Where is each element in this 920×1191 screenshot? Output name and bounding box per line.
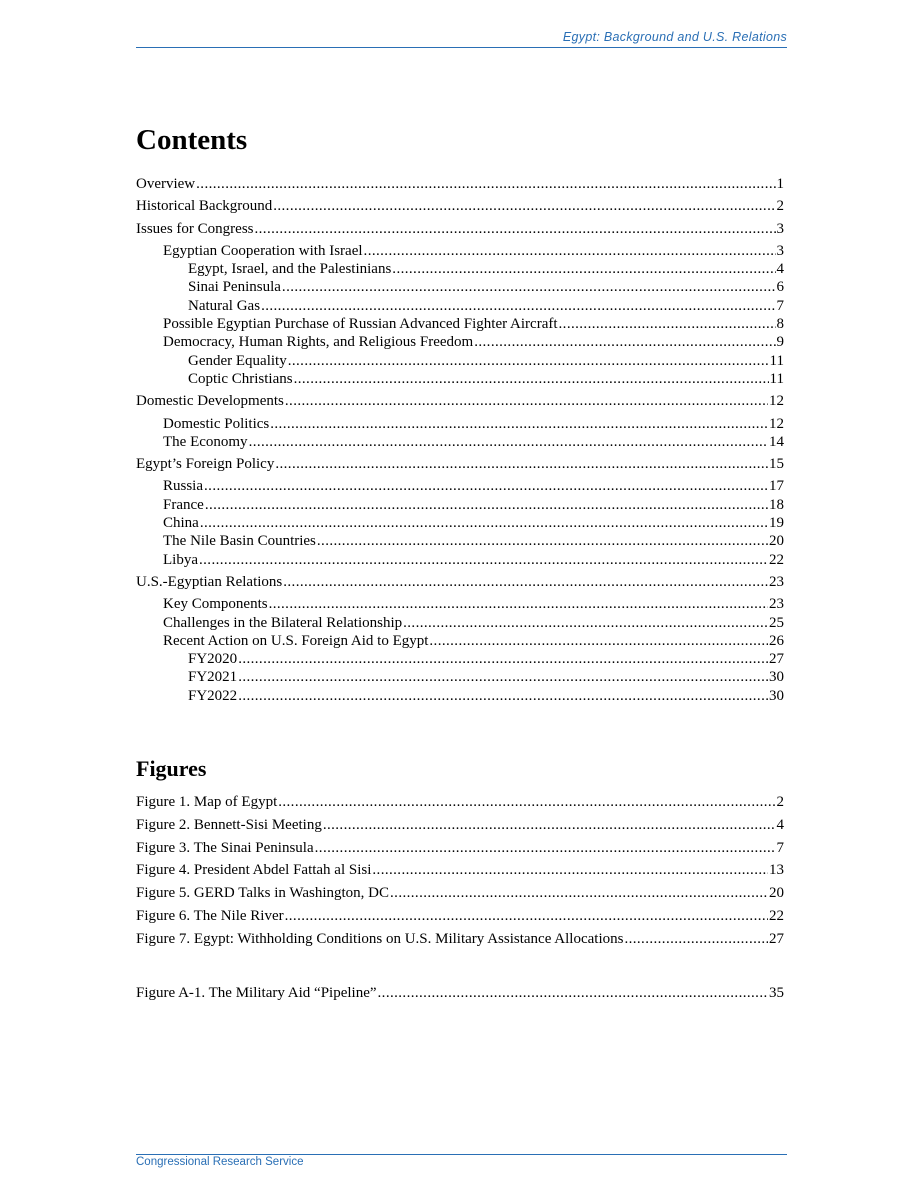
toc-entry-title: Historical Background [136,198,273,215]
toc-entry-page: 18 [769,496,784,513]
toc-entry-title: Overview [136,176,196,192]
toc-entry-domestic-politics[interactable] [136,415,784,433]
dot-leader [390,884,768,902]
toc-entry-overview[interactable] [136,175,784,193]
dot-leader [196,175,775,193]
toc-entry-page: 14 [769,433,784,450]
dot-leader [403,614,768,632]
figure-entry-5[interactable] [136,884,784,902]
dot-leader [372,861,768,879]
toc-entry-gender-equality[interactable] [136,352,784,370]
dot-leader [392,260,775,278]
toc-entry-title: U.S.-Egyptian Relations [136,573,283,590]
footer-rule [136,1154,787,1155]
toc-entry-page: 15 [769,456,784,473]
dot-leader [204,477,768,495]
toc-entry-title: Domestic Developments [136,393,284,410]
toc-entry-page: 23 [769,573,784,590]
toc-entry-page: 6 [776,279,784,296]
toc-entry-title: China [163,515,199,532]
toc-entry-page: 26 [769,632,784,649]
dot-leader [317,532,768,550]
toc-entry-title: Possible Egyptian Purchase of Russian Advanced Fighter Aircraft [163,316,558,333]
toc-entry-title: Sinai Peninsula [188,279,281,296]
toc-entry-page: 8 [776,316,784,333]
figure-entry-title: Figure 6. The Nile River [136,907,284,924]
toc-entry-egyptian-cooperation-with-israel[interactable] [136,242,784,260]
toc-entry-sinai-peninsula[interactable] [136,278,784,296]
toc-entry-title: Challenges in the Bilateral Relationship [163,614,403,631]
dot-leader [238,668,768,686]
figure-entry-title: Figure 1. Map of Egypt [136,794,278,810]
toc-entry-page: 7 [776,297,784,314]
dot-leader [288,352,769,370]
dot-leader [238,687,768,705]
toc-entry-russia[interactable] [136,477,784,495]
figure-entry-page: 27 [769,930,784,947]
dot-leader [278,793,775,811]
toc-entry-page: 11 [769,352,784,369]
toc-entry-libya[interactable] [136,551,784,569]
dot-leader [269,595,768,613]
dot-leader [559,315,776,333]
dot-leader [624,930,768,948]
toc-entry-title: Coptic Christians [188,370,293,387]
toc-entry-page: 27 [769,651,784,668]
dot-leader [294,370,769,388]
toc-entry-page: 1 [776,176,784,192]
figure-entry-a1[interactable] [136,984,784,1002]
dot-leader [378,984,768,1002]
dot-leader [429,632,768,650]
toc-entry-us-egyptian-relations[interactable] [136,573,784,591]
toc-entry-title: Issues for Congress [136,220,254,237]
toc-entry-title: Egyptian Cooperation with Israel [163,242,363,259]
toc-entry-title: Democracy, Human Rights, and Religious Freedom [163,334,474,351]
toc-entry-page: 25 [769,614,784,631]
toc-entry-recent-action-foreign-aid[interactable] [136,632,784,650]
contents-heading: Contents [136,124,248,156]
toc-entry-china[interactable] [136,514,784,532]
dot-leader [315,839,776,857]
figure-entry-page: 22 [769,907,784,924]
figure-entry-6[interactable] [136,907,784,925]
figure-entry-page: 7 [776,839,784,856]
dot-leader [261,297,775,315]
toc-entry-page: 23 [769,596,784,613]
header-rule [136,47,787,48]
dot-leader [364,242,776,260]
figure-entry-title: Figure 4. President Abdel Fattah al Sisi [136,862,372,879]
toc-entry-page: 30 [769,687,784,704]
dot-leader [238,650,768,668]
dot-leader [285,392,768,410]
toc-entry-historical-background[interactable] [136,197,784,215]
toc-entry-title: Key Components [163,596,268,613]
dot-leader [205,496,768,514]
dot-leader [474,333,775,351]
dot-leader [270,415,768,433]
figure-entry-title: Figure 5. GERD Talks in Washington, DC [136,885,390,902]
toc-entry-fy2020[interactable] [136,650,784,668]
figure-entry-page: 20 [769,885,784,902]
toc-entry-coptic-christians[interactable] [136,370,784,388]
dot-leader [323,816,776,834]
toc-entry-bilateral-challenges[interactable] [136,614,784,632]
figure-entry-title: Figure 2. Bennett-Sisi Meeting [136,816,322,833]
figure-entry-page: 4 [776,816,784,833]
toc-entry-natural-gas[interactable] [136,297,784,315]
toc-entry-page: 2 [776,198,784,215]
toc-entry-domestic-developments[interactable] [136,392,784,410]
toc-entry-the-economy[interactable] [136,433,784,451]
toc-entry-page: 17 [769,478,784,495]
toc-entry-title: Natural Gas [188,297,261,314]
running-header-title: Egypt: Background and U.S. Relations [562,30,787,44]
figures-heading: Figures [136,756,207,781]
toc-entry-key-components[interactable] [136,595,784,613]
toc-entry-egypts-foreign-policy[interactable] [136,455,784,473]
toc-entry-fy2022[interactable] [136,687,784,705]
toc-entry-title: Recent Action on U.S. Foreign Aid to Egypt [163,632,429,649]
toc-entry-issues-for-congress[interactable] [136,220,784,238]
dot-leader [255,220,776,238]
toc-entry-page: 12 [769,393,784,410]
toc-entry-page: 9 [776,334,784,351]
toc-entry-title: Domestic Politics [163,415,270,432]
dot-leader [285,907,768,925]
dot-leader [200,514,768,532]
toc-entry-title: FY2020 [188,651,238,668]
toc-entry-egypt-israel-palestinians[interactable] [136,260,784,278]
toc-entry-page: 11 [769,370,784,387]
figure-entry-2[interactable] [136,816,784,834]
figure-entry-1[interactable] [136,793,784,811]
toc-entry-title: France [163,496,204,513]
figure-entry-page: 2 [776,794,784,810]
figure-entry-3[interactable] [136,839,784,857]
figure-entry-page: 13 [769,862,784,879]
toc-entry-title: Libya [163,551,198,568]
footer-publisher: Congressional Research Service [136,1156,304,1168]
toc-entry-page: 20 [769,533,784,550]
toc-entry-fy2021[interactable] [136,668,784,686]
toc-entry-france[interactable] [136,496,784,514]
toc-entry-nile-basin-countries[interactable] [136,532,784,550]
toc-entry-title: Russia [163,478,204,495]
dot-leader [282,278,776,296]
figure-entry-page: 35 [769,985,784,1001]
toc-entry-page: 3 [776,220,784,237]
dot-leader [283,573,768,591]
toc-entry-page: 30 [769,669,784,686]
dot-leader [199,551,768,569]
list-of-figures [136,793,784,948]
toc-entry-democracy-human-rights[interactable] [136,333,784,351]
toc-entry-title: The Nile Basin Countries [163,533,316,550]
dot-leader [275,455,768,473]
figure-entry-title: Figure 3. The Sinai Peninsula [136,839,314,856]
toc-entry-title: FY2021 [188,669,238,686]
figure-entry-7[interactable] [136,930,784,948]
dot-leader [249,433,768,451]
toc-entry-title: Egypt, Israel, and the Palestinians [188,261,392,278]
list-of-appendix-figures [136,984,784,1002]
toc-entry-title: Gender Equality [188,352,287,369]
table-of-contents [136,175,784,705]
figure-entry-4[interactable] [136,861,784,879]
toc-entry-page: 19 [769,515,784,532]
dot-leader [273,197,775,215]
toc-entry-title: Egypt’s Foreign Policy [136,456,275,473]
toc-entry-page: 3 [776,242,784,259]
toc-entry-page: 4 [776,261,784,278]
toc-entry-russian-fighter-aircraft[interactable] [136,315,784,333]
toc-entry-page: 22 [769,551,784,568]
toc-entry-page: 12 [769,415,784,432]
toc-entry-title: FY2022 [188,687,238,704]
figure-entry-title: Figure A-1. The Military Aid “Pipeline” [136,985,377,1001]
toc-entry-title: The Economy [163,433,248,450]
figure-entry-title: Figure 7. Egypt: Withholding Conditions on U.S. Military Assistance Allocations [136,930,624,947]
